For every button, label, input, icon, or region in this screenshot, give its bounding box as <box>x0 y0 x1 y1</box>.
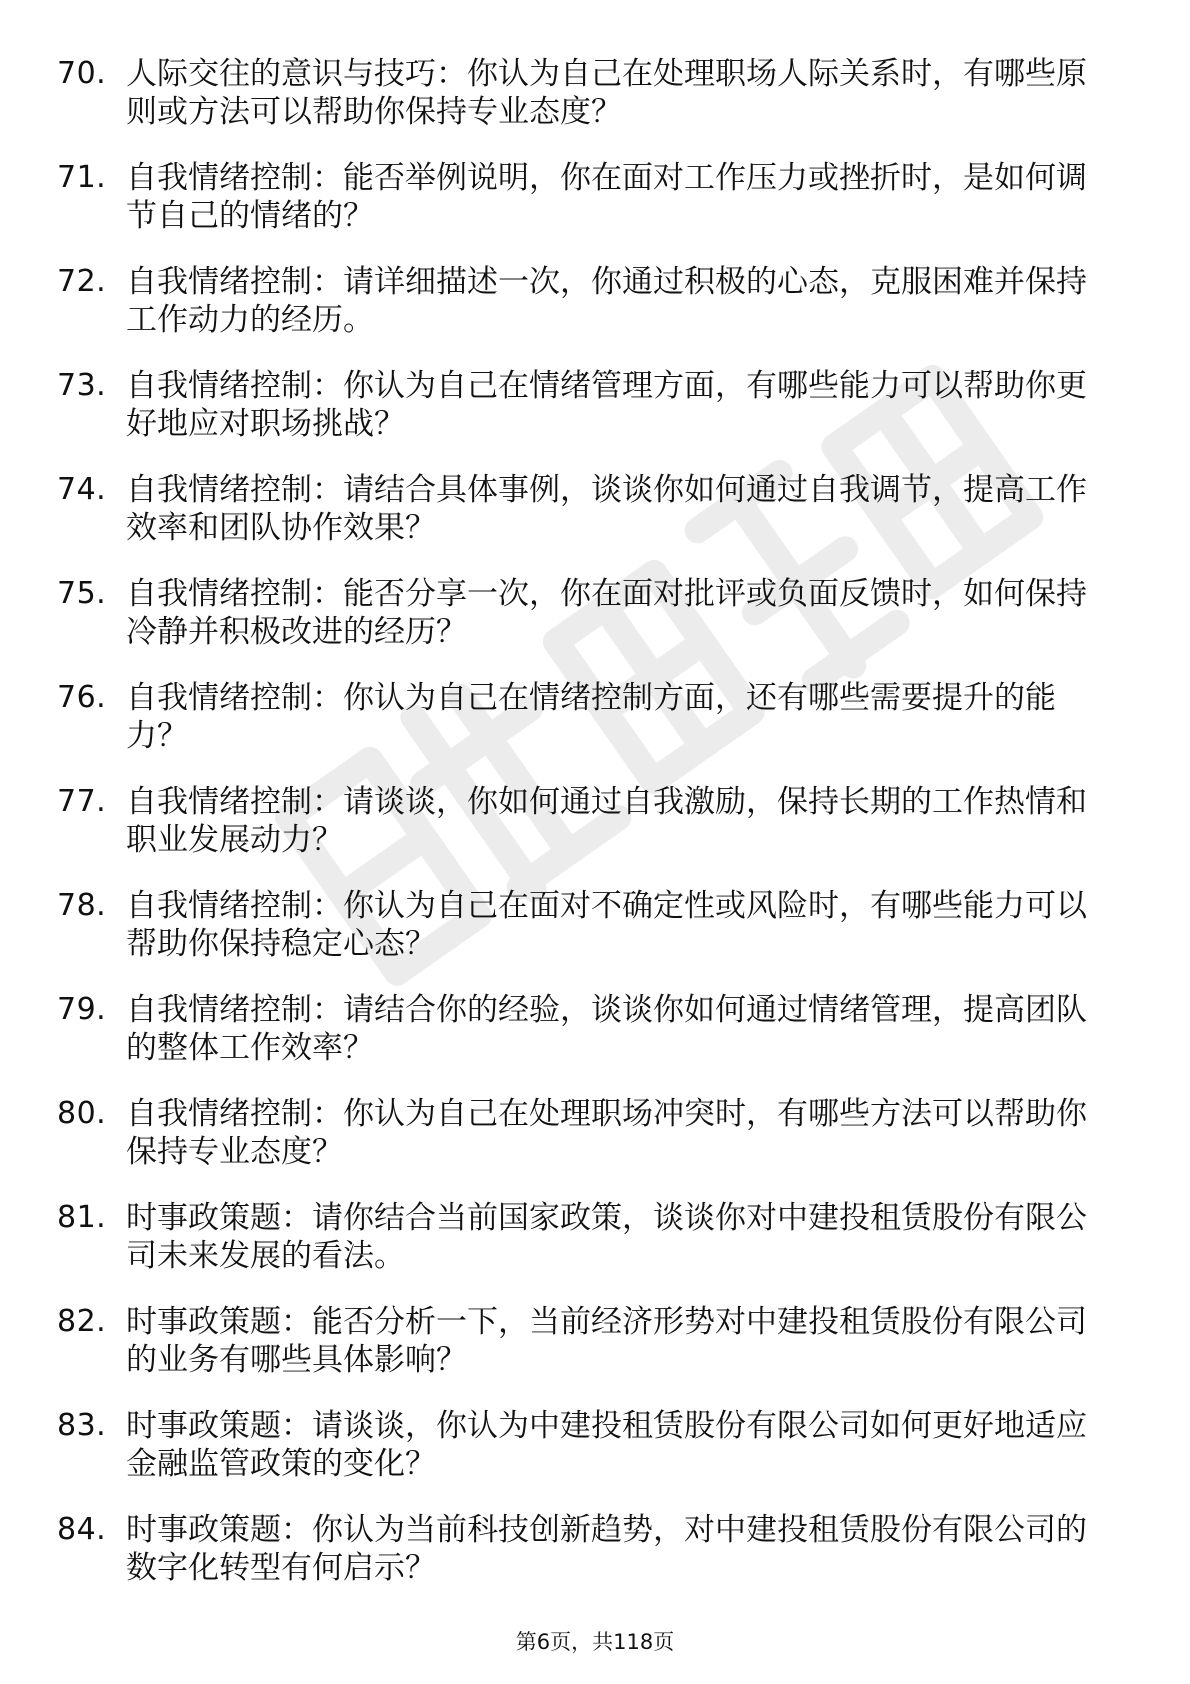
question-item <box>0 991 1190 1095</box>
question-number: 78. <box>57 888 107 923</box>
question-item <box>0 575 1190 679</box>
question-item <box>0 55 1190 159</box>
question-number: 77. <box>57 784 107 819</box>
question-text: 自我情绪控制：请详细描述一次，你通过积极的心态，克服困难并保持工作动力的经历。 <box>126 264 1087 338</box>
question-number: 74. <box>57 472 107 507</box>
question-item <box>0 679 1190 783</box>
question-item <box>0 783 1190 887</box>
question-text: 自我情绪控制：请谈谈，你如何通过自我激励，保持长期的工作热情和职业发展动力？ <box>126 784 1087 858</box>
question-item <box>0 1199 1190 1303</box>
question-item <box>0 1303 1190 1407</box>
page-footer <box>0 1628 1190 1656</box>
question-number: 72. <box>57 264 107 299</box>
question-list <box>0 55 1190 1615</box>
question-text: 时事政策题：你认为当前科技创新趋势，对中建投租赁股份有限公司的数字化转型有何启示？ <box>126 1512 1087 1586</box>
question-number: 80. <box>57 1096 107 1131</box>
question-number: 71. <box>57 160 107 195</box>
question-text: 自我情绪控制：你认为自己在情绪控制方面，还有哪些需要提升的能力？ <box>126 680 1056 754</box>
question-item <box>0 159 1190 263</box>
page-number-label: 第6页，共118页 <box>515 1630 675 1654</box>
question-number: 70. <box>57 56 107 91</box>
question-item <box>0 887 1190 991</box>
question-number: 83. <box>57 1408 107 1443</box>
question-number: 76. <box>57 680 107 715</box>
question-number: 81. <box>57 1200 107 1235</box>
question-item <box>0 1407 1190 1511</box>
question-number: 73. <box>57 368 107 403</box>
question-text: 自我情绪控制：你认为自己在面对不确定性或风险时，有哪些能力可以帮助你保持稳定心态？ <box>126 888 1087 962</box>
question-text: 时事政策题：能否分析一下，当前经济形势对中建投租赁股份有限公司的业务有哪些具体影响？ <box>126 1304 1087 1378</box>
question-text: 自我情绪控制：你认为自己在处理职场冲突时，有哪些方法可以帮助你保持专业态度？ <box>126 1096 1087 1170</box>
question-text: 自我情绪控制：能否分享一次，你在面对批评或负面反馈时，如何保持冷静并积极改进的经历？ <box>126 576 1087 650</box>
question-text: 自我情绪控制：请结合具体事例，谈谈你如何通过自我调节，提高工作效率和团队协作效果？ <box>126 472 1087 546</box>
question-text: 时事政策题：请你结合当前国家政策，谈谈你对中建投租赁股份有限公司未来发展的看法。 <box>126 1200 1087 1274</box>
question-item <box>0 471 1190 575</box>
question-item <box>0 263 1190 367</box>
question-number: 79. <box>57 992 107 1027</box>
question-number: 84. <box>57 1512 107 1547</box>
question-text: 自我情绪控制：请结合你的经验，谈谈你如何通过情绪管理，提高团队的整体工作效率？ <box>126 992 1087 1066</box>
question-text: 自我情绪控制：你认为自己在情绪管理方面，有哪些能力可以帮助你更好地应对职场挑战？ <box>126 368 1087 442</box>
question-item <box>0 1095 1190 1199</box>
question-text: 时事政策题：请谈谈，你认为中建投租赁股份有限公司如何更好地适应金融监管政策的变化？ <box>126 1408 1087 1482</box>
question-item <box>0 367 1190 471</box>
question-number: 82. <box>57 1304 107 1339</box>
question-item <box>0 1511 1190 1615</box>
question-text: 自我情绪控制：能否举例说明，你在面对工作压力或挫折时，是如何调节自己的情绪的？ <box>126 160 1087 234</box>
question-number: 75. <box>57 576 107 611</box>
question-text: 人际交往的意识与技巧：你认为自己在处理职场人际关系时，有哪些原则或方法可以帮助你保持专业态度？ <box>126 56 1087 130</box>
